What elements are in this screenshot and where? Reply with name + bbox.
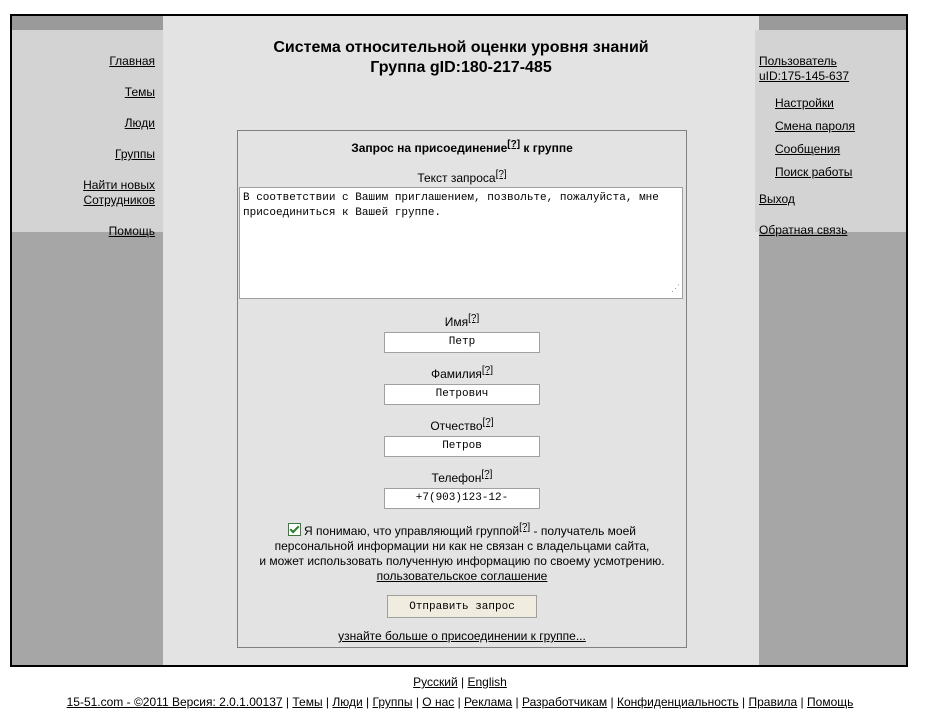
page-title: [163, 38, 759, 78]
phone-field[interactable]: +7(903)123-12-: [384, 488, 540, 509]
language-switcher: [0, 675, 920, 689]
form-title-suffix: к группе: [520, 141, 573, 155]
consent-line1: [238, 523, 686, 539]
feedback-link[interactable]: Обратная связь: [759, 223, 848, 237]
submit-request-button[interactable]: Отправить запрос: [387, 595, 537, 618]
footer-privacy-link[interactable]: Конфиденциальность: [616, 695, 739, 709]
user-agreement-link[interactable]: пользовательское соглашение: [376, 569, 548, 583]
nav-find-line1: Найти новых: [83, 178, 155, 192]
user-line1: Пользователь: [759, 54, 837, 68]
user-profile-link[interactable]: [759, 54, 849, 84]
user-id: uID:175-145-637: [759, 69, 850, 83]
left-top-bar: [12, 16, 163, 30]
last-name-label: [238, 419, 686, 433]
nav-find-employees-link[interactable]: [83, 178, 155, 208]
logout-link[interactable]: Выход: [759, 192, 795, 206]
change-password-link[interactable]: Смена пароля: [775, 119, 855, 133]
form-title: [238, 141, 686, 155]
settings-link[interactable]: Настройки: [775, 96, 834, 110]
nav-people-link[interactable]: Люди: [124, 116, 155, 130]
main-content: [163, 16, 759, 665]
form-title-text: Запрос на присоединение: [351, 141, 508, 155]
help-link-join[interactable]: [?]: [507, 139, 521, 150]
nav-groups-link[interactable]: Группы: [115, 147, 155, 161]
consent-text-a: Я понимаю, что управляющий группой: [304, 524, 520, 538]
request-textarea[interactable]: [239, 187, 683, 299]
help-link-patronymic[interactable]: [?]: [481, 365, 494, 376]
learn-more: [238, 629, 686, 643]
last-name-label-text: Отчество: [430, 419, 483, 433]
consent-line2: персональной информации ни как не связан с владельцами сайта,: [274, 539, 650, 553]
footer-help-link[interactable]: Помощь: [807, 695, 854, 709]
resize-grip-icon[interactable]: ⋰: [671, 283, 680, 293]
phone-label-text: Телефон: [431, 471, 482, 485]
messages-link[interactable]: Сообщения: [775, 142, 841, 156]
left-navigation: [12, 30, 163, 238]
site-footer: 15-51.com - ©2011 Версия: 2.0.1.00137 | Темы | Люди | Группы | О нас | Реклама | Разработчикам | Конфиденциальность | Правила | Помощь: [66, 695, 854, 709]
consent-checkbox[interactable]: [288, 523, 301, 536]
join-request-panel: [237, 130, 687, 648]
help-link-manager[interactable]: [?]: [519, 522, 531, 533]
footer-topics-link[interactable]: Темы: [292, 695, 323, 709]
consent-block: [238, 523, 686, 584]
help-link-phone[interactable]: [?]: [481, 469, 493, 480]
nav-home-link[interactable]: Главная: [109, 54, 155, 68]
title-line1: Система относительной оценки уровня знаний: [273, 39, 649, 56]
request-label-text: Текст запроса: [417, 171, 496, 185]
help-link-last-name[interactable]: [?]: [482, 417, 494, 428]
learn-more-link[interactable]: узнайте больше о присоединении к группе...: [338, 629, 586, 643]
nav-topics-link[interactable]: Темы: [124, 85, 155, 99]
lang-russian-link[interactable]: Русский: [413, 675, 458, 689]
nav-help-link[interactable]: Помощь: [108, 224, 155, 238]
consent-text-b: - получатель моей: [530, 524, 636, 538]
help-link-request[interactable]: [?]: [495, 169, 507, 180]
patronymic-field[interactable]: Петрович: [384, 384, 540, 405]
right-top-bar: [755, 16, 906, 30]
first-name-field[interactable]: Петр: [384, 332, 540, 353]
lang-english-link[interactable]: English: [467, 675, 507, 689]
patronymic-label: [238, 367, 686, 381]
footer-rules-link[interactable]: Правила: [748, 695, 798, 709]
last-name-field[interactable]: Петров: [384, 436, 540, 457]
first-name-label: [238, 315, 686, 329]
right-navigation: [755, 30, 906, 237]
nav-find-line2: Сотрудников: [83, 193, 155, 207]
lang-separator: |: [461, 675, 465, 689]
phone-label: [238, 471, 686, 485]
page-frame: [10, 14, 908, 667]
title-line2: Группа gID:180-217-485: [370, 59, 552, 76]
consent-line3: и может использовать полученную информацию по своему усмотрению.: [259, 554, 665, 568]
footer-groups-link[interactable]: Группы: [372, 695, 413, 709]
footer-copyright-link[interactable]: 15-51.com - ©2011 Версия: 2.0.1.00137: [66, 695, 283, 709]
footer-about-link[interactable]: О нас: [422, 695, 455, 709]
first-name-label-text: Имя: [444, 315, 469, 329]
footer-developers-link[interactable]: Разработчикам: [521, 695, 608, 709]
patronymic-label-text: Фамилия: [430, 367, 482, 381]
request-text-label: [238, 171, 686, 185]
help-link-first-name[interactable]: [?]: [468, 313, 480, 324]
job-search-link[interactable]: Поиск работы: [775, 165, 853, 179]
footer-ads-link[interactable]: Реклама: [464, 695, 513, 709]
footer-people-link[interactable]: Люди: [332, 695, 363, 709]
